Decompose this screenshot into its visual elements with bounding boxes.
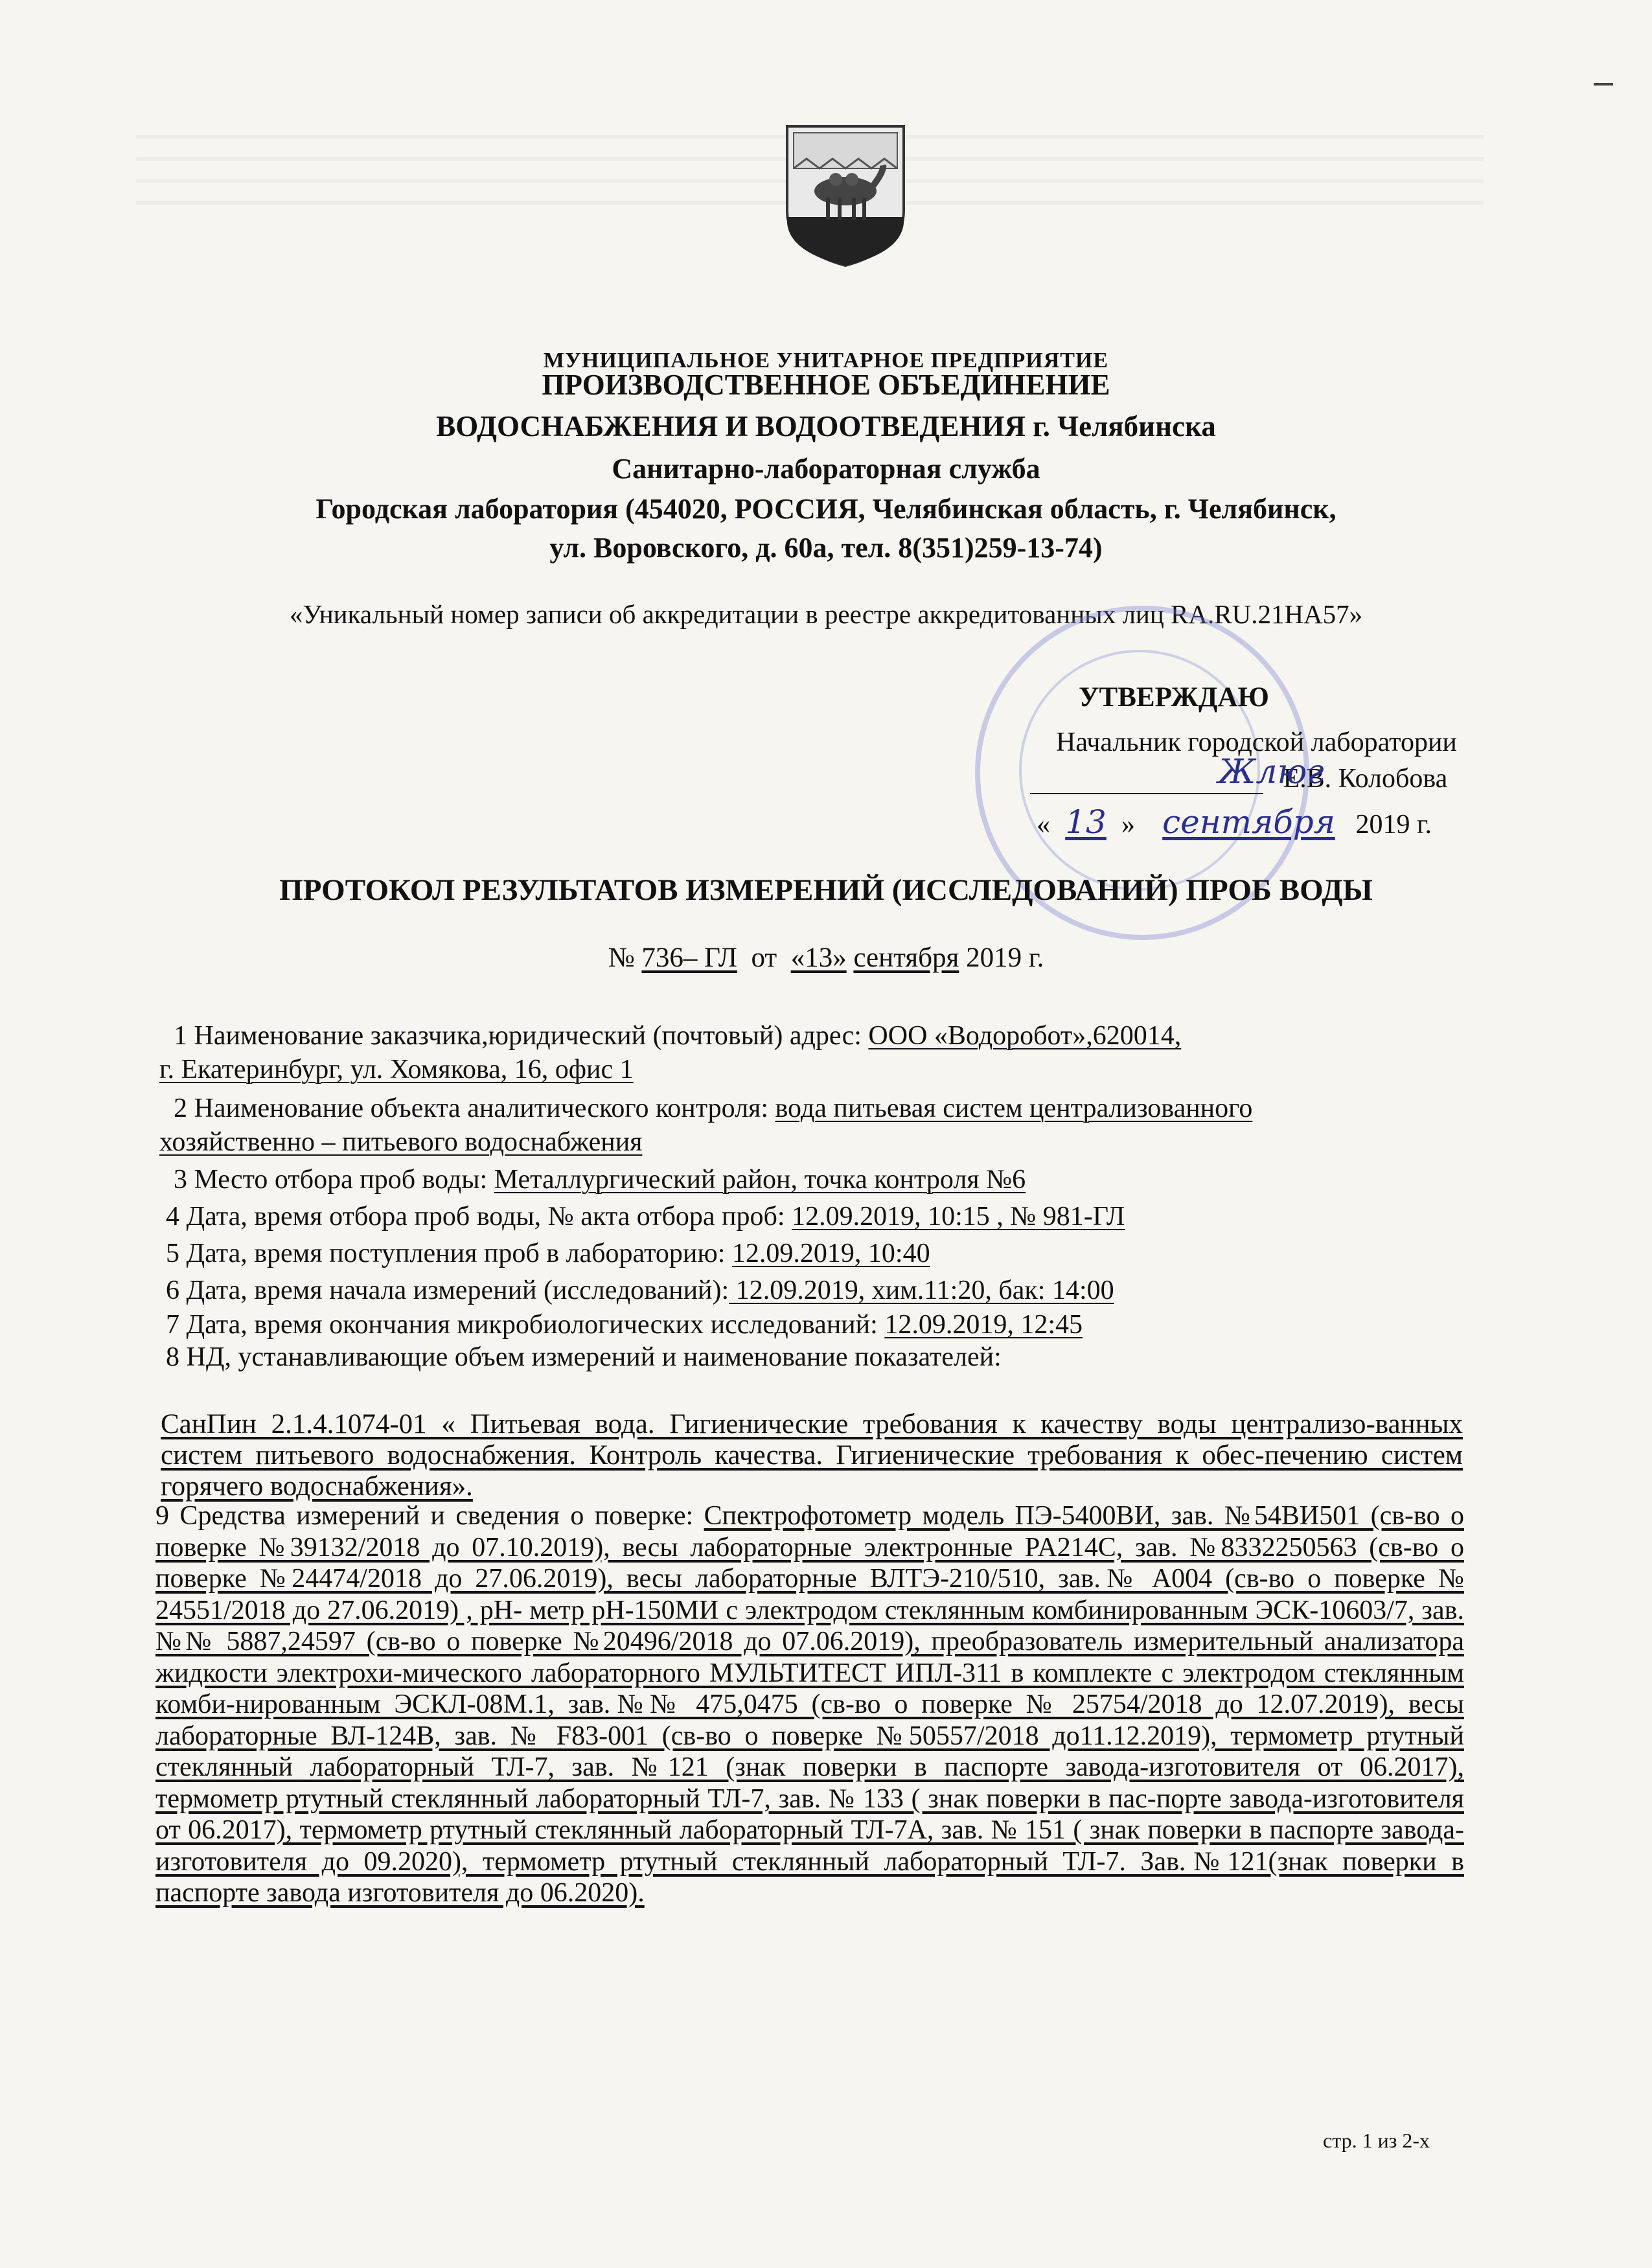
org-name-line2: ВОДОСНАБЖЕНИЯ И ВОДООТВЕДЕНИЯ г. Челябинска bbox=[436, 410, 1216, 442]
item-8-label: 8 НД, устанавливающие объем измерений и наименование показателей: bbox=[166, 1342, 1002, 1372]
org-service: Санитарно-лабораторная служба bbox=[612, 453, 1040, 485]
item-6-label: 6 Дата, время начала измерений (исследований): bbox=[166, 1276, 729, 1305]
protocol-date-day: «13» bbox=[790, 943, 847, 973]
org-name-line1: ПРОИЗВОДСТВЕННОЕ ОБЪЕДИНЕНИЕ bbox=[542, 369, 1110, 401]
item-2-value-cont: хозяйственно – питьевого водоснабжения bbox=[159, 1127, 643, 1157]
protocol-title: ПРОТОКОЛ РЕЗУЛЬТАТОВ ИЗМЕРЕНИЙ (ИССЛЕДОВАНИЙ) ПРОБ ВОДЫ bbox=[279, 873, 1373, 907]
item-2 bbox=[174, 1091, 1252, 1126]
item-9-value: Спектрофотометр модель ПЭ-5400ВИ, зав. №54ВИ501 (св-во о поверке №39132/2018 до 07.10.2019), весы лабораторные электронные PA214C, зав. №8332250563 (св-во о поверке №24474/2018 до 27.06.2019), весы лабораторные ВЛТЭ-210/510, зав.№ А004 (св-во о поверке № 24551/2018 до 27.06.2019) , pH- метр pH-150МИ с электродом стеклянным комбинированным ЭСК-10603/7, зав. №№ 5887,24597 (св-во о поверке №20496/2018 до 07.06.2019), преобразователь измерительный анализатора жидкости электрохи-мического лабораторного МУЛЬТИТЕСТ ИПЛ-311 в комплекте с электродом стеклянным комби-нированным ЭСКЛ-08М.1, зав.№№ 475,0475 (св-во о поверке № 25754/2018 до 12.07.2019), весы лабораторные ВЛ-124В, зав. № F83-001 (св-во о поверке №50557/2018 до11.12.2019), термометр ртутный стеклянный лабораторный ТЛ-7, зав. №121 (знак поверки в паспорте завода-изготовителя от 06.2017), термометр ртутный стеклянный лабораторный ТЛ-7, зав. № 133 ( знак поверки в пас-порте завода-изготовителя от 06.2017), термометр ртутный стеклянный лабораторный ТЛ-7А, зав. № 151 ( знак поверки в паспорте завода-изготовителя до 09.2020), термометр ртутный стеклянный лабораторный ТЛ-7. Зав.№121(знак поверки в паспорте завода изготовителя до 06.2020). bbox=[155, 1501, 1464, 1908]
item-1-label: 1 Наименование заказчика,юридический (почтовый) адрес: bbox=[174, 1021, 862, 1051]
signature: Жлюг bbox=[1218, 753, 1324, 792]
item-6 bbox=[166, 1273, 1114, 1308]
approval-month: сентября bbox=[1162, 803, 1335, 841]
item-2-label: 2 Наименование объекта аналитического контроля: bbox=[174, 1094, 769, 1123]
item-4-value: 12.09.2019, 10:15 , № 981-ГЛ bbox=[792, 1202, 1125, 1231]
item-1-value: ООО «Водоробот»,620014, bbox=[868, 1021, 1182, 1051]
item-7-value: 12.09.2019, 12:45 bbox=[884, 1310, 1083, 1340]
protocol-number-value: 736– ГЛ bbox=[641, 943, 737, 973]
item-1 bbox=[174, 1018, 1181, 1053]
accreditation-number: «Уникальный номер записи об аккредитации в реестре аккредитованных лиц RA.RU.21НА57» bbox=[289, 599, 1363, 629]
org-form: МУНИЦИПАЛЬНОЕ УНИТАРНОЕ ПРЕДПРИЯТИЕ bbox=[543, 349, 1109, 372]
item-5-value: 12.09.2019, 10:40 bbox=[731, 1239, 930, 1268]
item-3-label: 3 Место отбора проб воды: bbox=[174, 1165, 488, 1195]
item-5-label: 5 Дата, время поступления проб в лабораторию: bbox=[166, 1239, 726, 1268]
approval-date: « 13 » сентября 2019 г. bbox=[1037, 803, 1432, 841]
approver-name: Е.В. Колобова bbox=[1283, 764, 1448, 794]
protocol-number bbox=[0, 942, 1652, 974]
corner-mark bbox=[1594, 83, 1613, 86]
item-4-label: 4 Дата, время отбора проб воды, № акта отбора проб: bbox=[166, 1202, 785, 1231]
number-prefix: № bbox=[608, 943, 635, 973]
item-2-value: вода питьевая систем централизованного bbox=[775, 1094, 1253, 1123]
lab-address: ул. Воровского, д. 60а, тел. 8(351)259-13-74) bbox=[549, 532, 1103, 564]
approval-title: УТВЕРЖДАЮ bbox=[1079, 682, 1269, 713]
protocol-date-year: 2019 г. bbox=[966, 943, 1044, 973]
item-8-value: СанПин 2.1.4.1074-01 « Питьевая вода. Гигиенические требования к качеству воды централизо-ванных систем питьевого водоснабжения. Контроль качества. Гигиенические требования к обес-печению систем горячего водоснабжения». bbox=[161, 1409, 1463, 1502]
approval-year: 2019 г. bbox=[1355, 810, 1432, 840]
item-3-value: Металлургический район, точка контроля №6 bbox=[494, 1165, 1026, 1195]
item-3 bbox=[174, 1162, 1026, 1197]
approval-signature-line bbox=[1030, 753, 1497, 794]
item-6-value: 12.09.2019, хим.11:20, бак: 14:00 bbox=[729, 1276, 1114, 1305]
approval-day: 13 bbox=[1065, 803, 1107, 841]
protocol-date-month: сентября bbox=[853, 943, 959, 973]
lab-name: Городская лаборатория (454020, РОССИЯ, Челябинская область, г. Челябинск, bbox=[315, 493, 1337, 525]
date-from: от bbox=[751, 943, 777, 973]
page-number: стр. 1 из 2-х bbox=[1323, 2129, 1430, 2152]
approval-position: Начальник городской лаборатории bbox=[1056, 727, 1457, 757]
item-7-label: 7 Дата, время окончания микробиологических исследований: bbox=[166, 1310, 878, 1340]
item-5 bbox=[166, 1236, 930, 1271]
item-7 bbox=[166, 1307, 1083, 1342]
item-9 bbox=[155, 1500, 1464, 1909]
coat-of-arms-icon bbox=[781, 120, 910, 269]
item-4 bbox=[166, 1199, 1125, 1234]
item-1-value-cont: г. Екатеринбург, ул. Хомякова, 16, офис 1 bbox=[159, 1055, 634, 1084]
item-9-label: 9 Средства измерений и сведения о поверке: bbox=[155, 1501, 694, 1531]
